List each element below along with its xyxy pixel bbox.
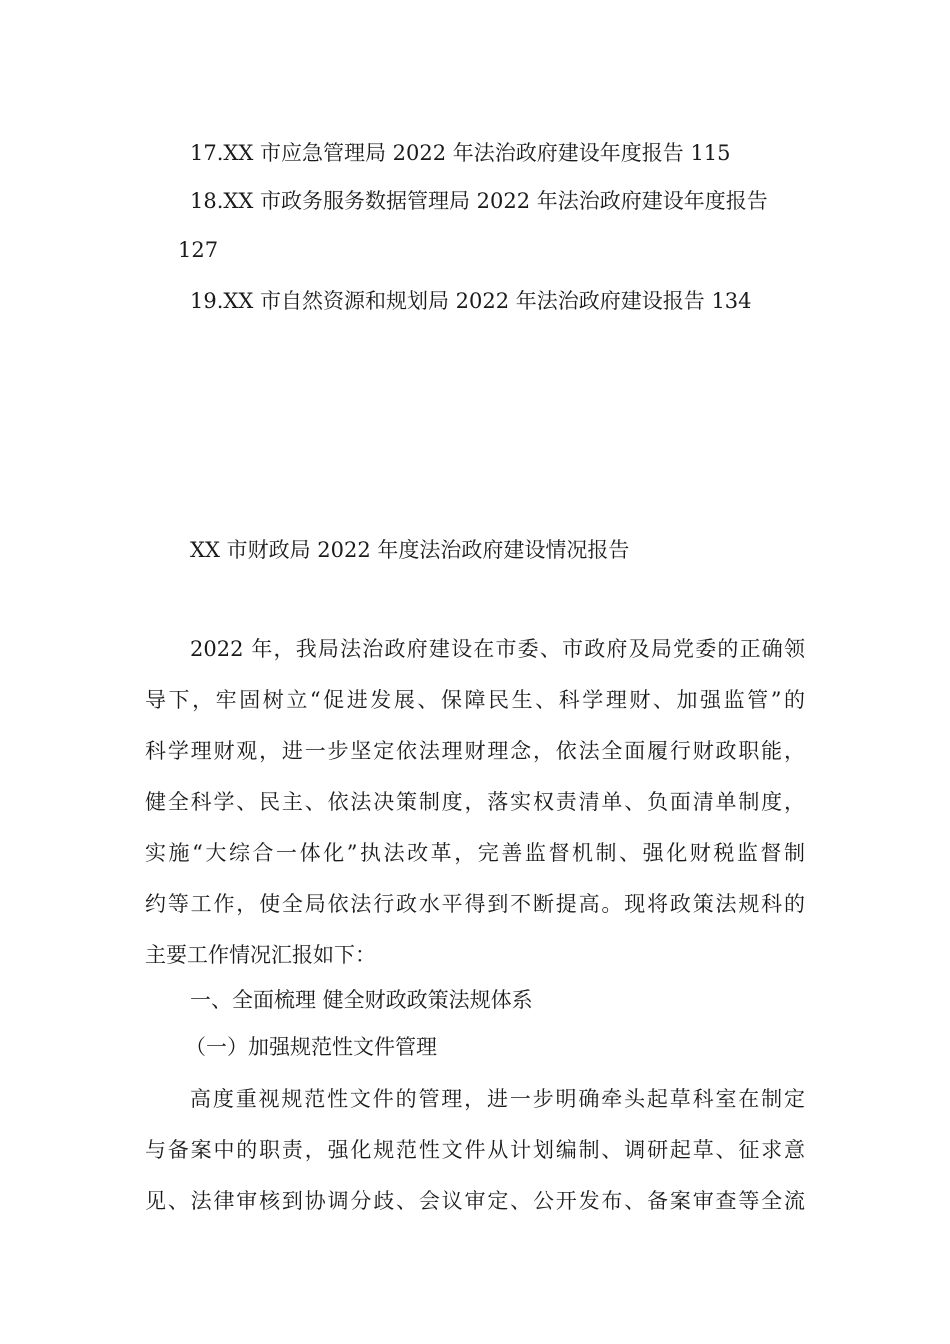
intro-line: 健全科学、民主、依法决策制度，落实权责清单、负面清单制度，: [145, 790, 805, 814]
body-line: 与备案中的职责，强化规范性文件从计划编制、调研起草、征求意: [145, 1138, 805, 1162]
intro-line: 约等工作，使全局依法行政水平得到不断提高。现将政策法规科的: [145, 892, 805, 916]
section-heading: 一、全面梳理 健全财政政策法规体系: [190, 988, 533, 1012]
body-line: 高度重视规范性文件的管理，进一步明确牵头起草科室在制定: [190, 1087, 805, 1111]
toc-item-17: 17.XX 市应急管理局 2022 年法治政府建设年度报告 115: [190, 141, 731, 165]
toc-item-19: 19.XX 市自然资源和规划局 2022 年法治政府建设报告 134: [190, 289, 752, 313]
intro-line: 实施“大综合一体化”执法改革，完善监督机制、强化财税监督制: [145, 841, 805, 865]
intro-line: 2022 年，我局法治政府建设在市委、市政府及局党委的正确领: [190, 637, 805, 661]
intro-line: 科学理财观，进一步坚定依法理财理念，依法全面履行财政职能，: [145, 739, 805, 763]
report-title: XX 市财政局 2022 年度法治政府建设情况报告: [190, 538, 630, 562]
body-line: 见、法律审核到协调分歧、会议审定、公开发布、备案审查等全流: [145, 1189, 805, 1213]
intro-line: 导下，牢固树立“促进发展、保障民生、科学理财、加强监管”的: [145, 688, 805, 712]
toc-item-18-page: 127: [178, 238, 219, 262]
intro-line: 主要工作情况汇报如下：: [145, 943, 376, 967]
subsection-heading: （一）加强规范性文件管理: [185, 1035, 437, 1059]
toc-item-18: 18.XX 市政务服务数据管理局 2022 年法治政府建设年度报告: [190, 189, 768, 213]
